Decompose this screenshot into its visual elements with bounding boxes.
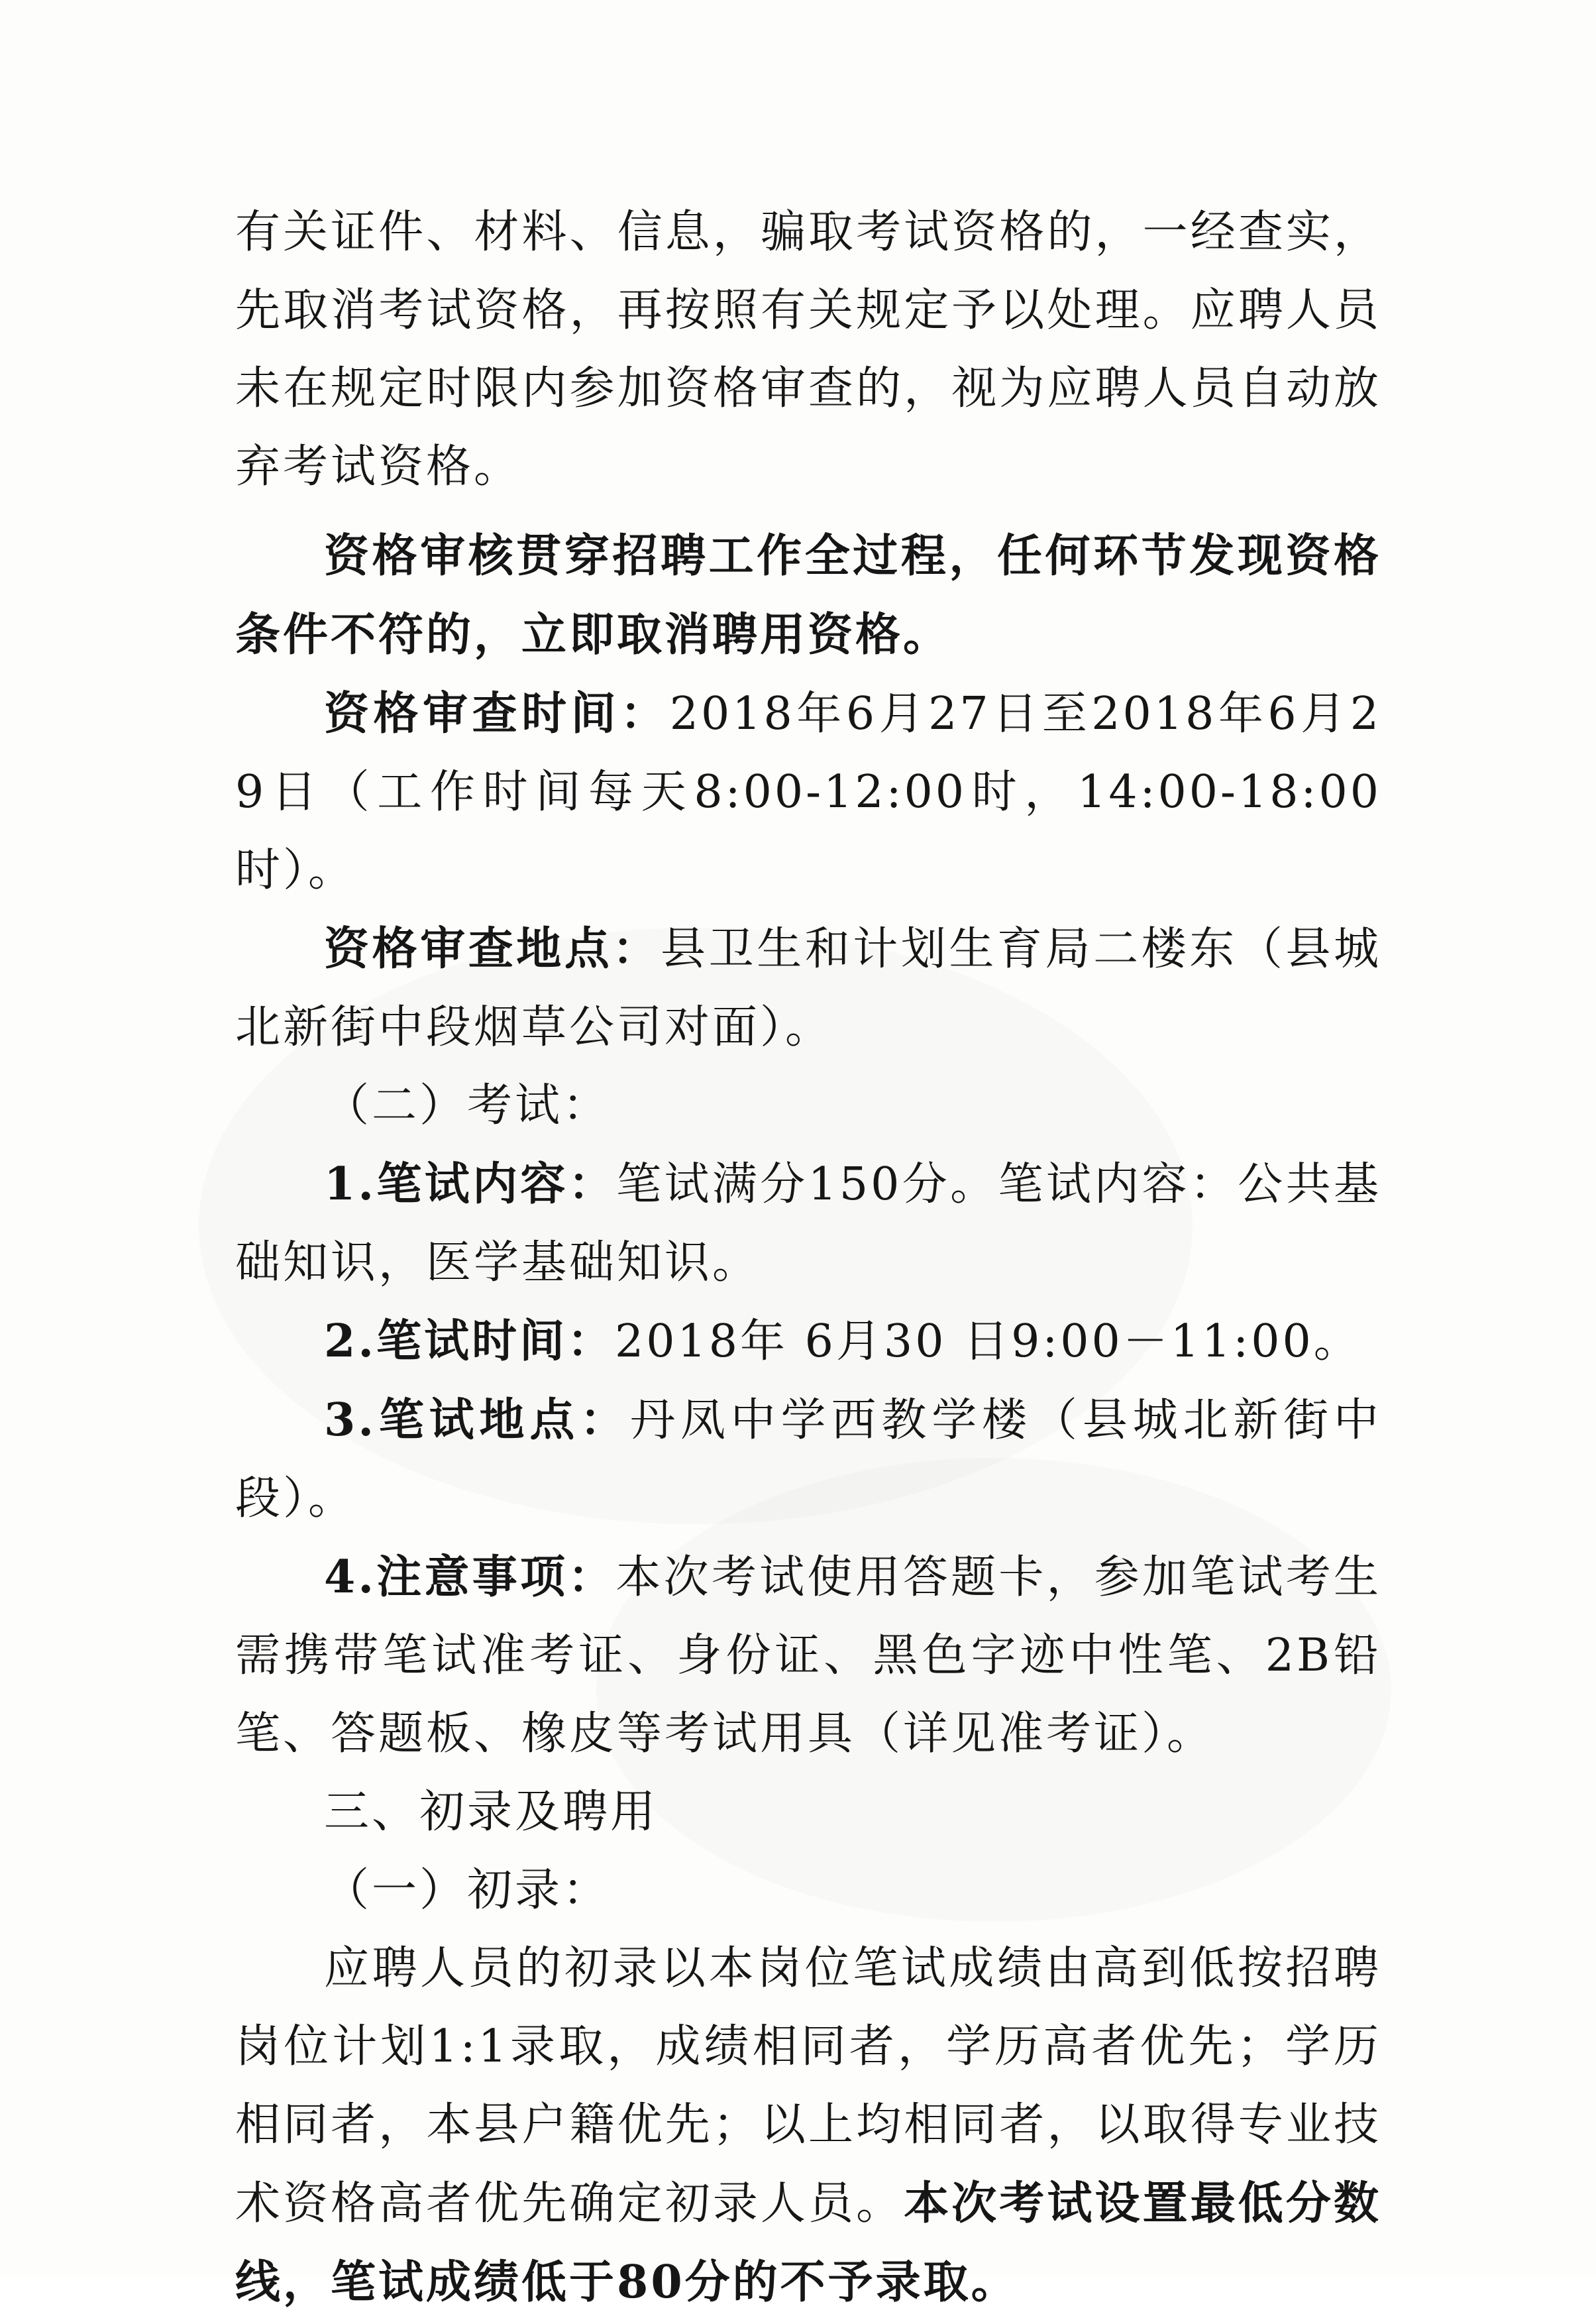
paragraph-text: 2018年6月27日至2018年6月29日（工作时间每天8:00-12:00时，14:00-18:00时）。 bbox=[235, 688, 1381, 897]
paragraph-label: 2.笔试时间： bbox=[324, 1315, 615, 1368]
paragraph-text: 有关证件、材料、信息，骗取考试资格的，一经查实，先取消考试资格，再按照有关规定予以处理。应聘人员未在规定时限内参加资格审查的，视为应聘人员自动放弃考试资格。 bbox=[235, 206, 1381, 493]
paragraph-text: 县卫生和计划生育局二楼东（县城北新街中段烟草公司对面）。 bbox=[235, 923, 1381, 1054]
paragraph-exam-notes bbox=[235, 1538, 1381, 1773]
paragraph-text: 应聘人员的初录以本岗位笔试成绩由高到低按招聘岗位计划1:1录取，成绩相同者，学历高者优先；学历相同者，本县户籍优先；以上均相同者，以取得专业技术资格高者优先确定初录人员。 bbox=[235, 1942, 1381, 2230]
heading-text: （二）考试： bbox=[324, 1079, 611, 1132]
paragraph-exam-content bbox=[235, 1145, 1381, 1302]
paragraph-text: 笔试满分150分。笔试内容：公共基础知识，医学基础知识。 bbox=[235, 1158, 1381, 1289]
paragraph-label: 3.笔试地点： bbox=[324, 1394, 631, 1447]
paragraph-text-bold: 本次考试设置最低分数线，笔试成绩低于80分的不予录取。 bbox=[235, 2177, 1381, 2309]
paragraph-label: 1.笔试内容： bbox=[324, 1158, 617, 1211]
paragraph-qualification-review-notice bbox=[235, 517, 1381, 675]
heading-initial-admission bbox=[235, 1852, 1381, 1930]
paragraph-qualification-fraud bbox=[235, 194, 1381, 506]
paragraph-review-location bbox=[235, 910, 1381, 1067]
heading-admission bbox=[235, 1773, 1381, 1852]
paragraph-admission-rules bbox=[235, 1930, 1381, 2322]
paragraph-label: 4.注意事项： bbox=[324, 1551, 616, 1604]
paragraph-label: 资格审查时间： bbox=[324, 687, 670, 740]
heading-text: 三、初录及聘用 bbox=[324, 1786, 659, 1838]
heading-text: （一）初录： bbox=[324, 1864, 611, 1916]
paragraph-text-bold: 资格审核贯穿招聘工作全过程，任何环节发现资格条件不符的，立即取消聘用资格。 bbox=[235, 529, 1381, 661]
paragraph-review-time bbox=[235, 675, 1381, 910]
document-body bbox=[235, 194, 1381, 2322]
paragraph-exam-time bbox=[235, 1302, 1381, 1381]
paragraph-exam-location bbox=[235, 1381, 1381, 1538]
paragraph-label: 资格审查地点： bbox=[324, 922, 661, 975]
paragraph-text: 丹凤中学西教学楼（县城北新街中段）。 bbox=[235, 1394, 1381, 1525]
heading-exam bbox=[235, 1067, 1381, 1145]
paragraph-text: 本次考试使用答题卡，参加笔试考生需携带笔试准考证、身份证、黑色字迹中性笔、2B铅笔、答题板、橡皮等考试用具（详见准考证）。 bbox=[235, 1551, 1381, 1760]
paragraph-text: 2018年 6月30 日9:00－11:00。 bbox=[615, 1315, 1361, 1368]
